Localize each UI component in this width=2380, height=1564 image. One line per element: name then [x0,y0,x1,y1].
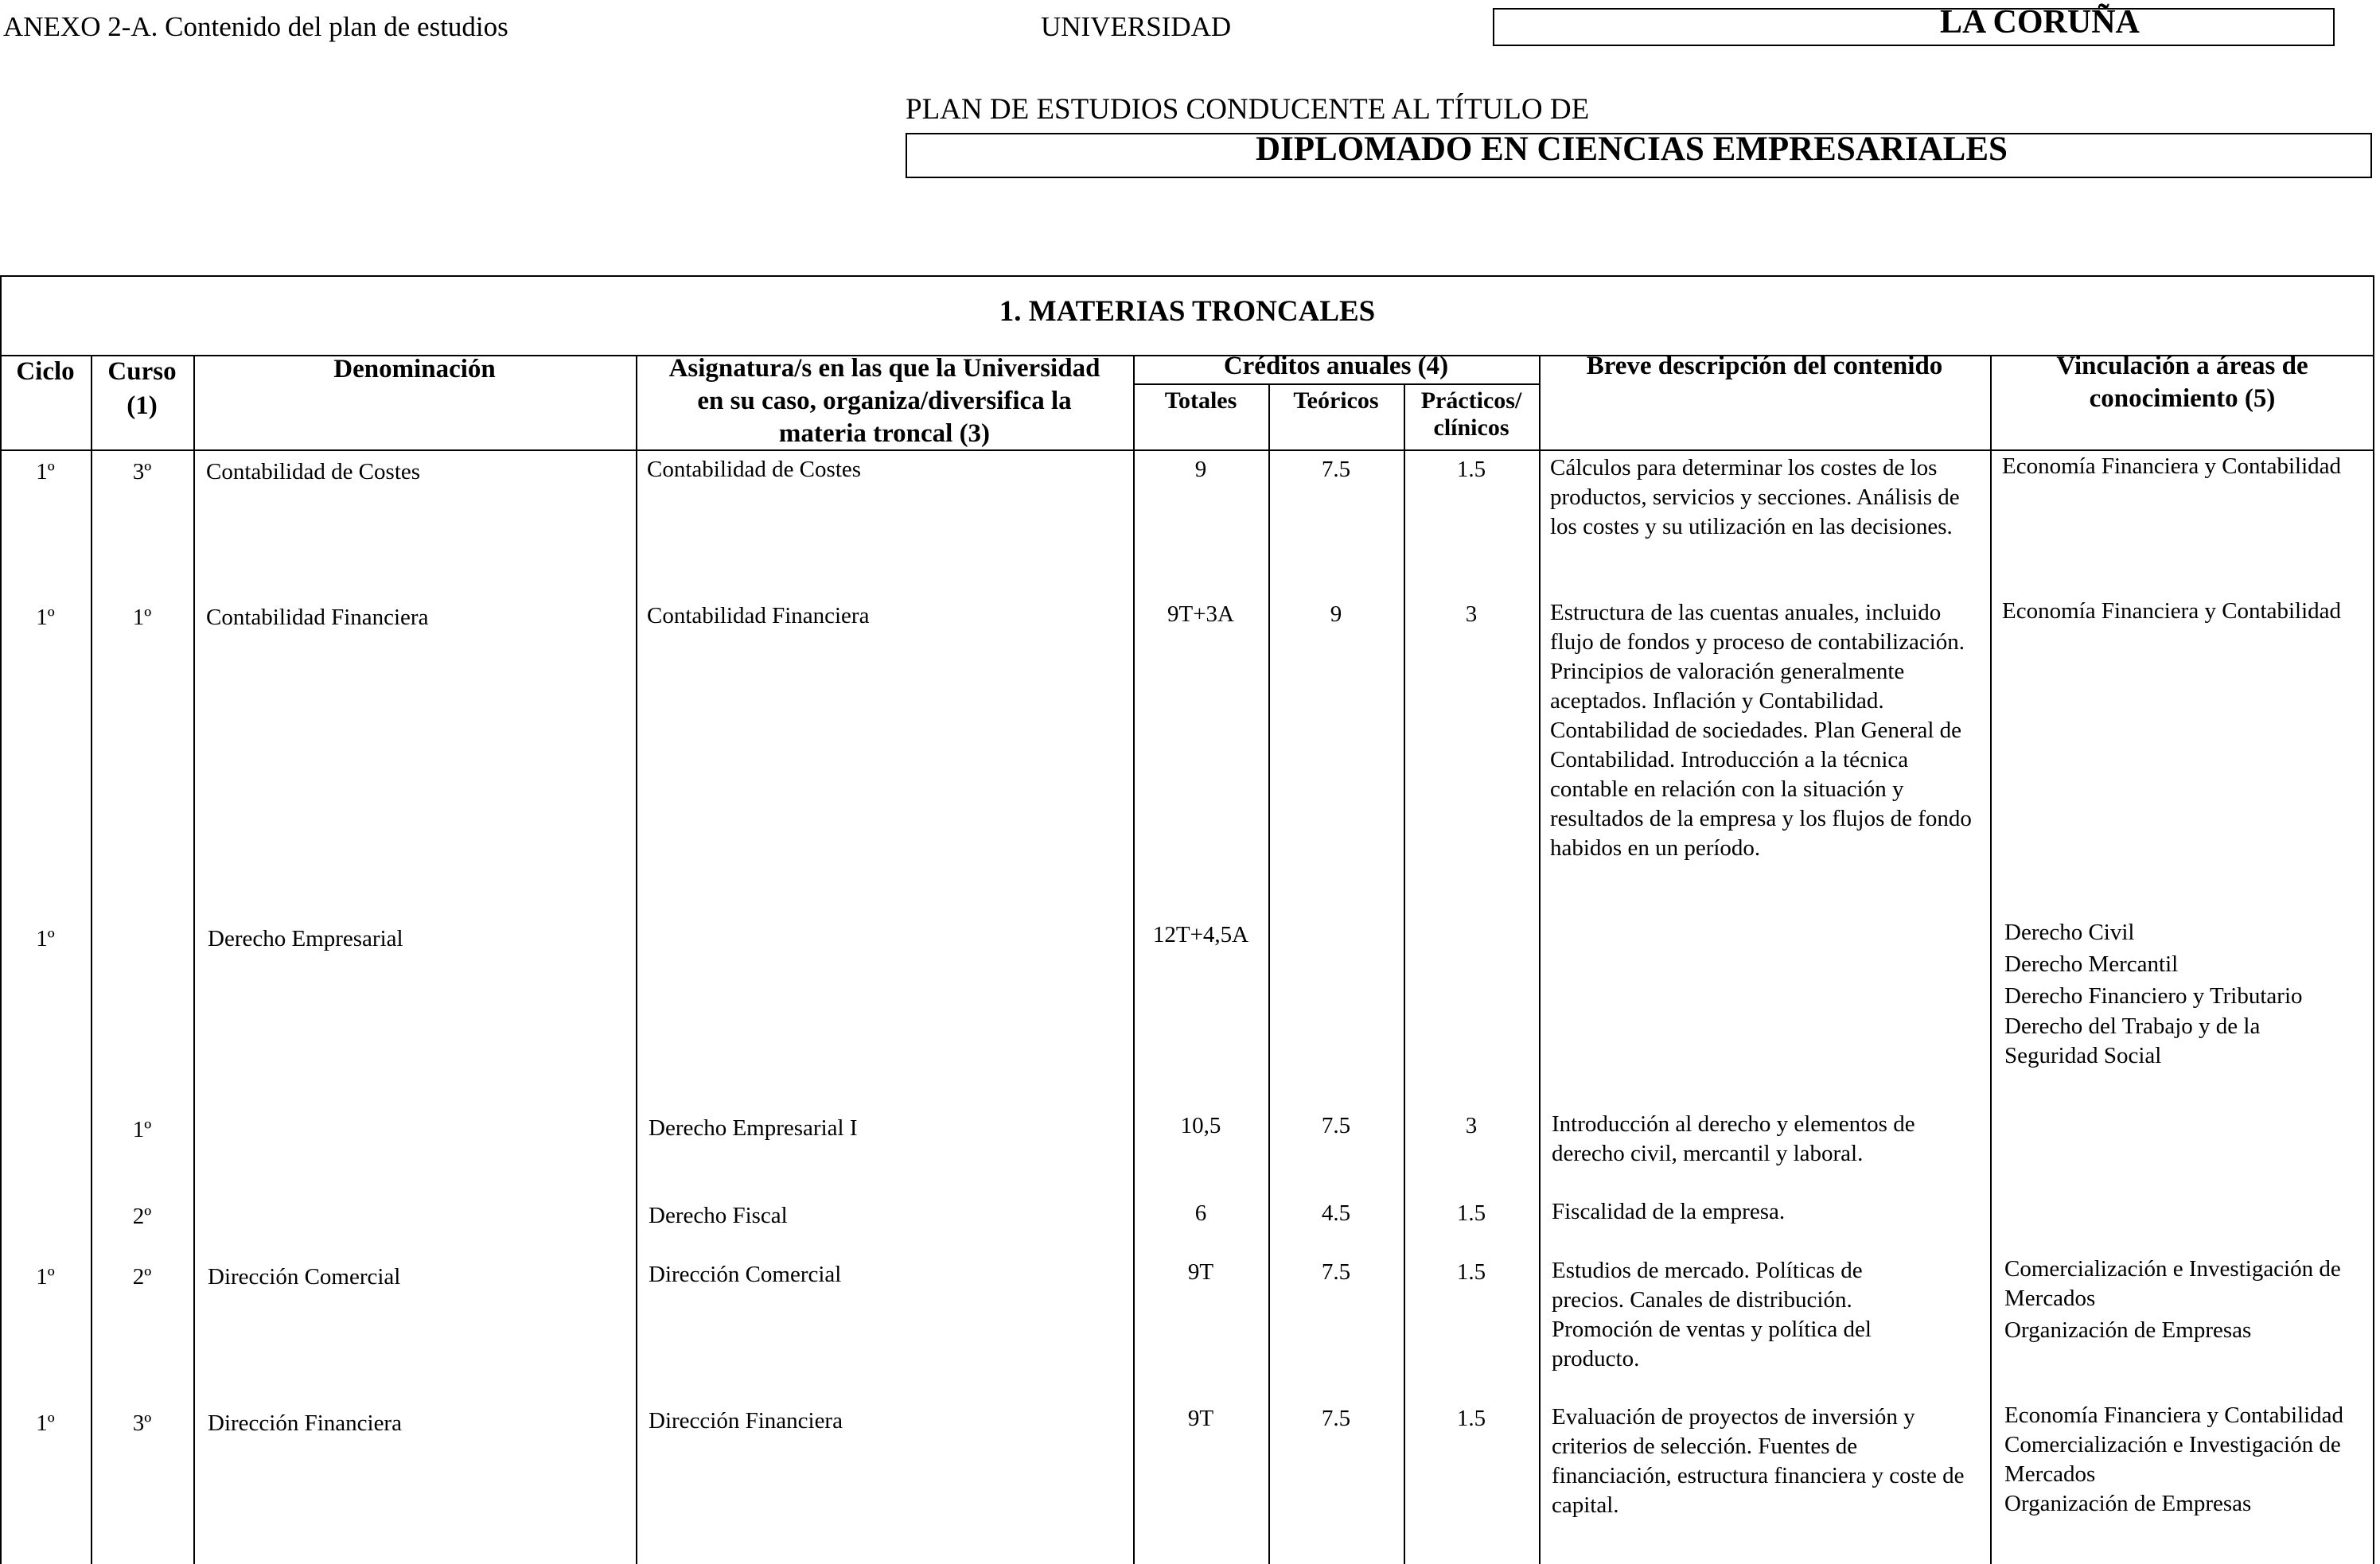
row-asignatura: Contabilidad Financiera [647,603,870,628]
degree-box [906,130,2372,178]
area-item: Comercialización e Investigación de Mercados [2004,1256,2341,1311]
row-descripcion: Cálculos para determinar los costes de los productos, servicios y secciones. Análisis de los costes y su utilización en las decisiones. [1550,455,1960,539]
row-denominacion: Dirección Financiera [208,1410,402,1436]
row-curso: 1º [132,605,152,630]
col-asignatura-1: Asignatura/s en las que la Universidad [668,354,1100,383]
row-teoricos: 7.5 [1321,457,1351,482]
area-item: Economía Financiera y Contabilidad [2004,1403,2344,1428]
col-teoricos: Teóricos [1293,387,1379,414]
row-ciclo: 1º [36,605,55,630]
row-totales: 6 [1194,1200,1207,1226]
row-practicos: 3 [1465,1113,1478,1138]
row-totales: 9T [1187,1406,1214,1431]
row-areas [2002,452,2352,481]
col-creditos: Créditos anuales (4) [1223,352,1449,380]
row-teoricos: 7.5 [1321,1113,1351,1138]
row-asignatura: Dirección Financiera [649,1408,843,1434]
col-vinculacion-2: conocimiento (5) [2089,384,2276,413]
header-bottom-rule [0,449,2374,451]
row-curso: 3º [132,1410,152,1436]
row-areas [2004,1255,2370,1345]
row-ciclo: 1º [36,926,55,951]
row-practicos: 1.5 [1456,1406,1486,1431]
col-line [91,355,92,1564]
row-areas [2004,1401,2370,1519]
area-item: Derecho Civil [2004,920,2135,945]
annex-title: ANEXO 2-A. Contenido del plan de estudios [3,11,508,42]
row-teoricos: 7.5 [1321,1259,1351,1285]
plan-label: PLAN DE ESTUDIOS CONDUCENTE AL TÍTULO DE [906,93,1590,126]
row-asignatura: Derecho Fiscal [649,1203,788,1228]
row-descripcion: Estudios de mercado. Políticas de precios. Canales de distribución. Promoción de ventas y política del producto. [1552,1258,1872,1371]
area-item: Derecho del Trabajo y de la Seguridad Social [2004,1013,2261,1068]
row-denominacion: Dirección Comercial [208,1264,401,1290]
col-line [1990,355,1992,1564]
row-descripcion: Estructura de las cuentas anuales, incluido flujo de fondos y proceso de contabilización. Principios de valoración generalmente aceptados. Inflación y Contabilidad. Contabilidad de sociedades. Plan General de Contabilidad. Introducción a la técnica contable en relación con la situación y resultados de la empresa y los flujos de fondo habidos en un período. [1550,600,1972,861]
row-practicos: 1.5 [1456,457,1486,482]
degree-title: DIPLOMADO EN CIENCIAS EMPRESARIALES [1256,130,2008,168]
area-item: Organización de Empresas [2004,1317,2252,1343]
row-areas [2004,916,2355,1071]
row-ciclo: 1º [36,1264,55,1290]
col-denominacion: Denominación [333,355,496,383]
row-teoricos: 7.5 [1321,1406,1351,1431]
row-denominacion: Derecho Empresarial [208,926,403,951]
area-item: Organización de Empresas [2004,1491,2252,1516]
col-asignatura-3: materia troncal (3) [778,419,991,448]
row-asignatura: Contabilidad de Costes [647,457,862,482]
row-practicos: 3 [1465,601,1478,627]
row-denominacion: Contabilidad de Costes [206,459,421,484]
row-descripcion: Evaluación de proyectos de inversión y criterios de selección. Fuentes de financiación, estructura financiera y coste de capital. [1552,1404,1965,1518]
col-line [1539,355,1541,1564]
row-totales: 10,5 [1180,1113,1221,1138]
area-item: Economía Financiera y Contabilidad [2002,598,2342,624]
row-denominacion: Contabilidad Financiera [206,605,429,630]
row-descripcion: Introducción al derecho y elementos de derecho civil, mercantil y laboral. [1552,1111,1915,1166]
col-line [1404,383,1405,1564]
row-totales: 12T+4,5A [1152,922,1249,947]
row-teoricos: 9 [1330,601,1342,627]
row-practicos: 1.5 [1456,1259,1486,1285]
col-line [1268,383,1270,1564]
row-descripcion: Fiscalidad de la empresa. [1552,1199,1786,1224]
row-totales: 9T [1187,1259,1214,1285]
col-curso-note: (1) [127,391,158,420]
row-practicos: 1.5 [1456,1200,1486,1226]
area-item: Derecho Financiero y Tributario [2004,983,2303,1009]
row-totales: 9T+3A [1167,601,1234,627]
col-totales: Totales [1164,387,1237,414]
section-title: 1. MATERIAS TRONCALES [999,295,1376,328]
row-curso: 2º [132,1204,152,1229]
col-line [636,355,637,1564]
row-totales: 9 [1194,457,1207,482]
row-ciclo: 1º [36,459,55,484]
col-asignatura-2: en su caso, organiza/diversifica la [697,387,1072,415]
area-item: Comercialización e Investigación de Mercados [2004,1432,2341,1487]
col-ciclo: Ciclo [16,357,75,386]
row-curso: 1º [132,1117,152,1142]
universidad-label: UNIVERSIDAD [1041,11,1232,42]
area-item: Derecho Mercantil [2004,951,2179,977]
col-practicos-2: clínicos [1433,414,1509,441]
col-line [193,355,195,1564]
creditos-divider [1133,383,1539,385]
row-ciclo: 1º [36,1410,55,1436]
col-curso: Curso [107,357,177,386]
row-curso: 2º [132,1264,152,1290]
row-curso: 3º [132,459,152,484]
row-asignatura: Dirección Comercial [649,1262,842,1287]
row-teoricos: 4.5 [1321,1200,1351,1226]
universidad-name: LA CORUÑA [1940,4,2140,41]
row-areas [2002,597,2352,626]
col-descripcion: Breve descripción del contenido [1586,352,1943,380]
col-practicos-1: Prácticos/ [1420,387,1522,414]
area-item: Economía Financiera y Contabilidad [2002,453,2342,479]
row-asignatura: Derecho Empresarial I [649,1115,858,1141]
col-vinculacion-1: Vinculación a áreas de [2056,352,2308,380]
col-line [1133,355,1135,1564]
universidad-box [1493,4,2335,46]
